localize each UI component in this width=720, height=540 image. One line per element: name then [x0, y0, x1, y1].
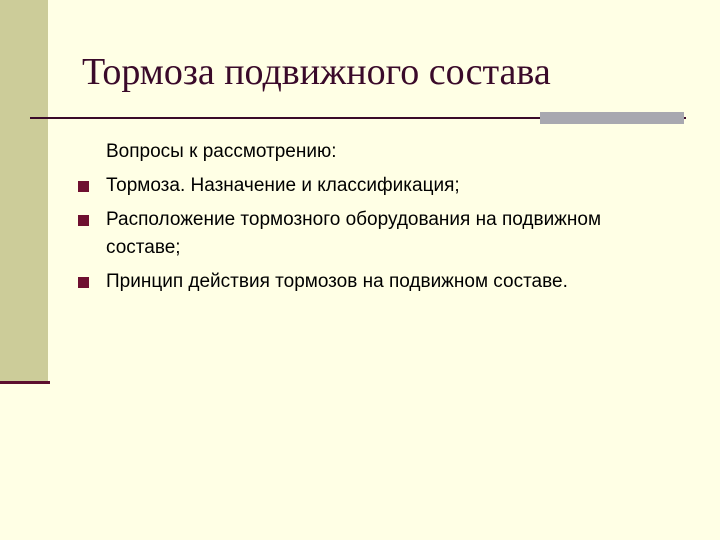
title-underline-accent — [540, 112, 684, 124]
list-item-text: Расположение тормозного оборудования на подвижном составе; — [106, 209, 602, 258]
left-band-underline — [0, 381, 50, 384]
slide-content — [76, 138, 636, 302]
left-decorative-band — [0, 0, 48, 383]
list-item-text: Принцип действия тормозов на подвижном составе. — [106, 271, 568, 292]
intro-text: Вопросы к рассмотрению: — [106, 141, 337, 162]
square-bullet-icon — [78, 181, 89, 192]
list-item — [76, 172, 636, 200]
square-bullet-icon — [78, 277, 89, 288]
intro-line — [76, 138, 636, 166]
square-bullet-icon — [78, 215, 89, 226]
list-item — [76, 206, 636, 262]
list-item — [76, 268, 636, 296]
slide-title: Тормоза подвижного состава — [82, 51, 551, 93]
list-item-text: Тормоза. Назначение и классификация; — [106, 175, 460, 196]
